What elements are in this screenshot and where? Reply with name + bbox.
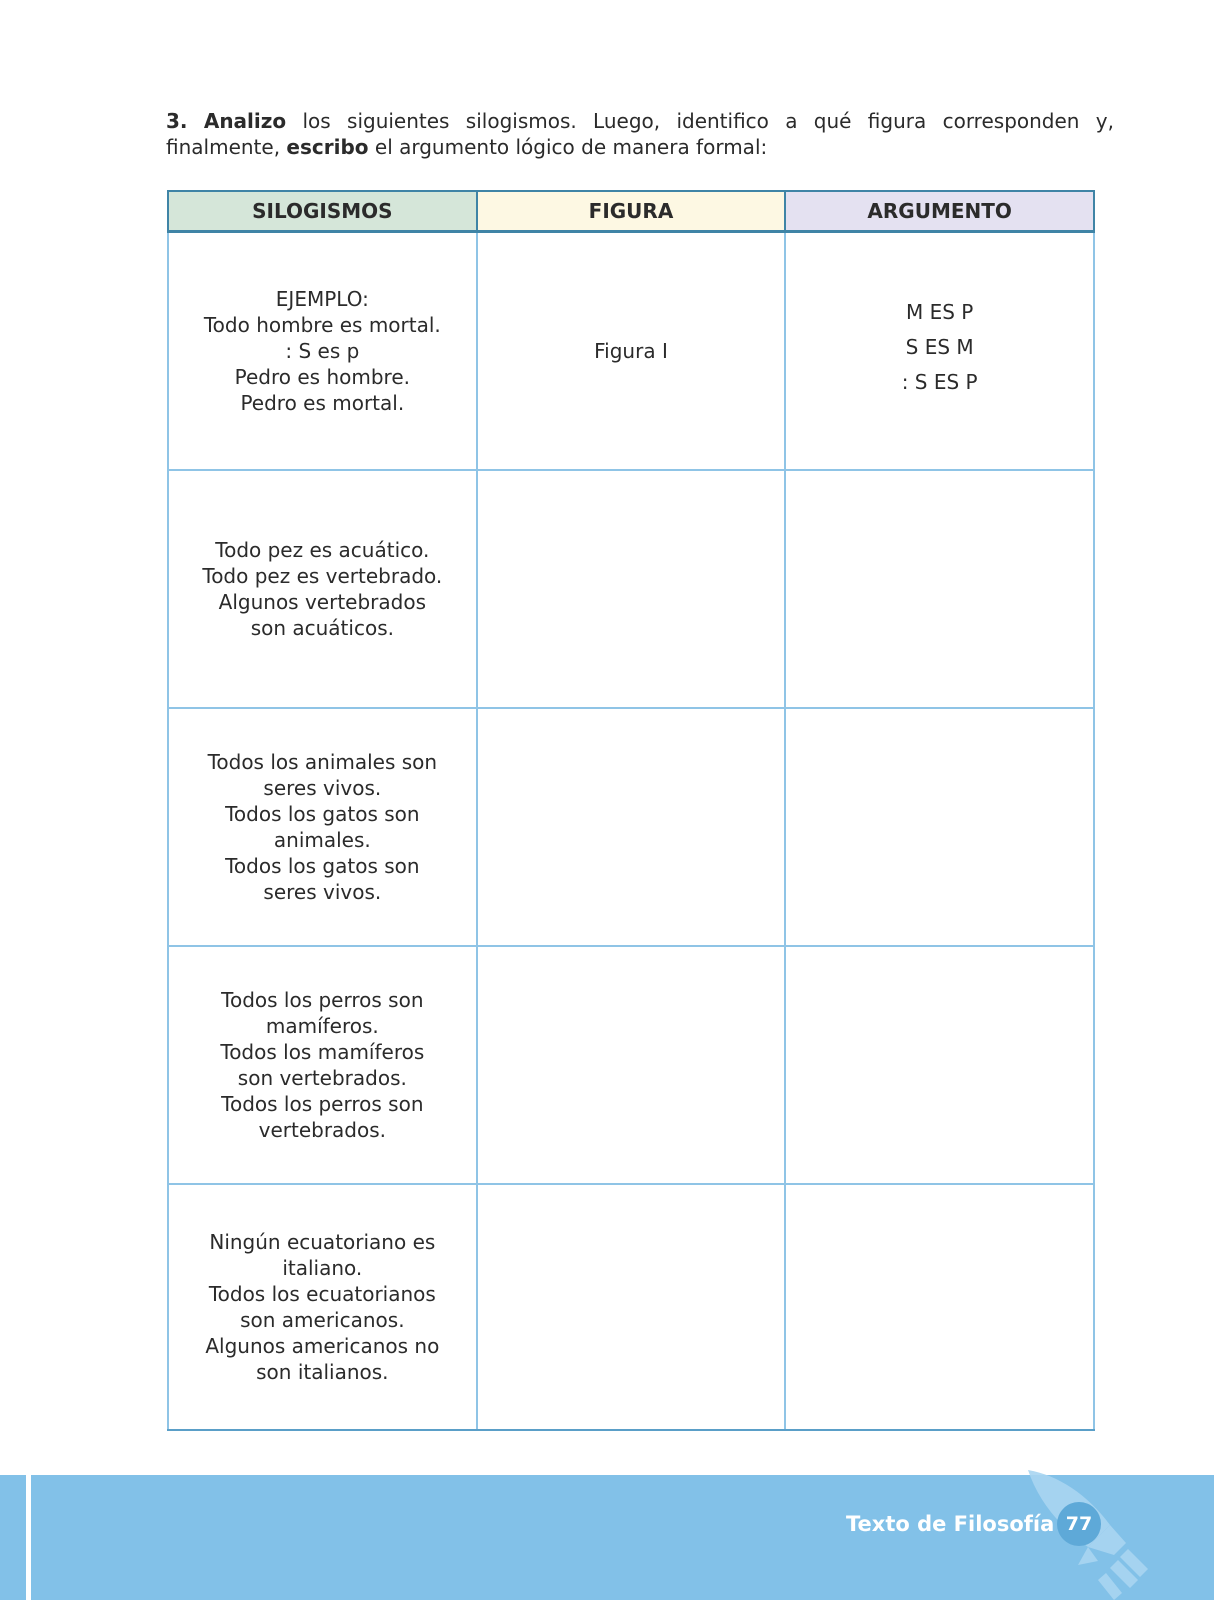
syllogism-line: Pedro es hombre. [234,365,410,389]
syllogism-line: Todos los perros son [221,1092,424,1116]
table-row [168,232,1094,471]
syllogism-line: Algunos americanos no [205,1334,440,1358]
syllogism-cell [168,1184,477,1430]
syllogism-line: Todo pez es acuático. [215,538,430,562]
syllogism-table [167,190,1095,1431]
table-row [168,946,1094,1184]
table-row [168,708,1094,946]
instruction-text [166,108,1114,160]
table-header-row [168,191,1094,232]
syllogism-cell [168,708,477,946]
syllogism-line: : S es p [285,339,360,363]
syllogism-cell [168,470,477,708]
argumento-answer-cell[interactable] [785,946,1094,1184]
header-silogismos: SILOGISMOS [168,191,477,232]
figura-answer-cell[interactable] [477,708,786,946]
instruction-text-part2: el argumento lógico de manera formal: [368,135,768,159]
argument-line: M ES P [905,299,974,324]
figura-value: Figura I [594,339,668,363]
header-figura: FIGURA [477,191,786,232]
syllogism-line: Todo pez es vertebrado. [202,564,443,588]
footer-stripe [26,1475,31,1600]
argument-line: : S ES P [901,369,978,394]
syllogism-line: animales. [273,828,371,852]
syllogism-line: Todos los animales son [207,750,438,774]
syllogism-line: son vertebrados. [237,1066,407,1090]
syllogism-cell [168,232,477,471]
figura-cell [477,232,786,471]
instruction-verb-escribo: escribo [286,135,369,159]
syllogism-cell [168,946,477,1184]
syllogism-line: seres vivos. [263,880,382,904]
argument-line: S ES M [905,334,974,359]
syllogism-line: son acuáticos. [250,616,394,640]
syllogism-line: Todos los mamíferos [220,1040,425,1064]
syllogism-line: italiano. [282,1256,363,1280]
table-row [168,470,1094,708]
syllogism-line: Todo hombre es mortal. [203,313,441,337]
argumento-cell [785,232,1094,471]
figura-answer-cell[interactable] [477,470,786,708]
syllogism-line: Todos los perros son [221,988,424,1012]
page-number: 77 [1065,1513,1093,1535]
syllogism-line: Todos los gatos son [225,854,420,878]
syllogism-line: EJEMPLO: [275,287,369,311]
figura-answer-cell[interactable] [477,946,786,1184]
page-footer [0,1475,1214,1600]
book-title: Texto de Filosofía [846,1512,1055,1536]
syllogism-line: Todos los ecuatorianos [208,1282,436,1306]
syllogism-line: Pedro es mortal. [240,391,405,415]
table-row [168,1184,1094,1430]
syllogism-line: son italianos. [256,1360,389,1384]
syllogism-line: mamíferos. [265,1014,379,1038]
syllogism-line: Todos los gatos son [225,802,420,826]
figura-answer-cell[interactable] [477,1184,786,1430]
syllogism-line: Ningún ecuatoriano es [209,1230,436,1254]
instruction-text-part1: los siguientes silogismos. Luego, identifico a qué figura corresponden y, finalmente, [166,109,1114,159]
page-number-badge [1057,1502,1101,1546]
header-argumento: ARGUMENTO [785,191,1094,232]
argumento-answer-cell[interactable] [785,708,1094,946]
argumento-answer-cell[interactable] [785,1184,1094,1430]
argumento-answer-cell[interactable] [785,470,1094,708]
instruction-verb-analizo: Analizo [203,109,287,133]
syllogism-line: vertebrados. [258,1118,387,1142]
exercise-number: 3. [166,109,188,133]
syllogism-line: son americanos. [240,1308,405,1332]
syllogism-line: Algunos vertebrados [218,590,426,614]
syllogism-line: seres vivos. [263,776,382,800]
